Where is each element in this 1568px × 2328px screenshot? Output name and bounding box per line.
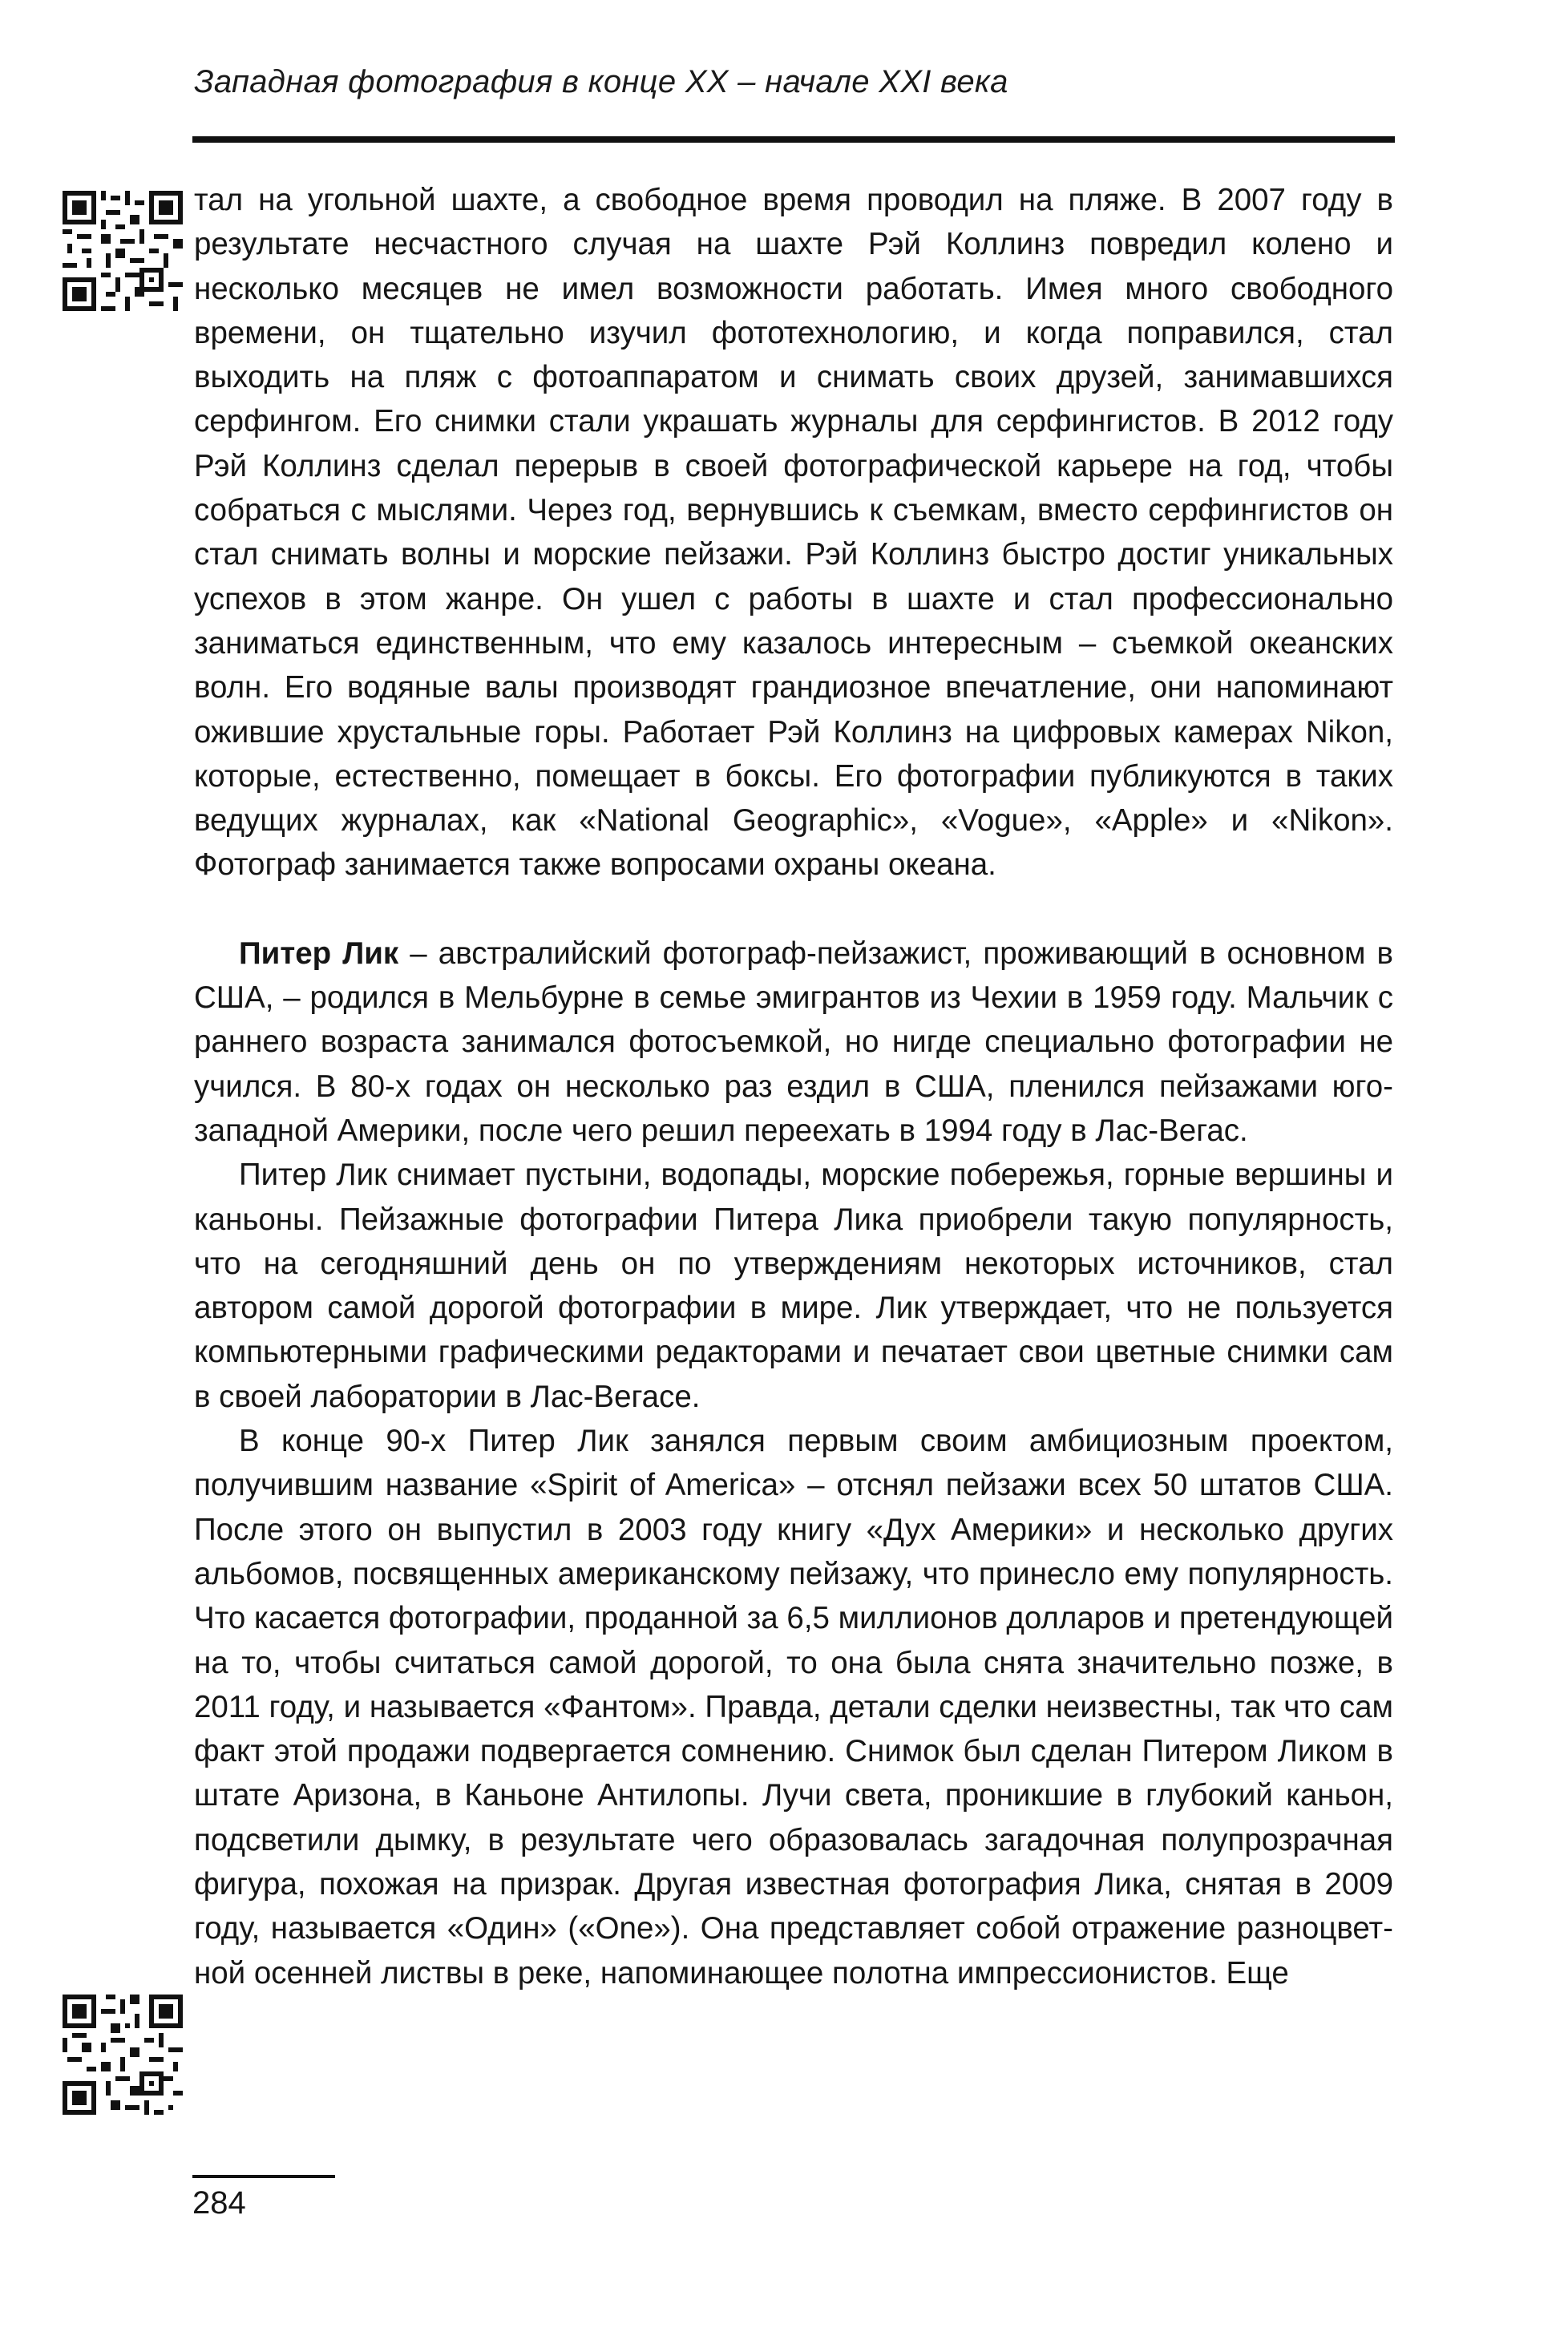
qr-code-icon[interactable] bbox=[63, 1995, 183, 2115]
paragraph-peter-lik-subjects: Питер Лик снимает пустыни, водопады, морские побережья, горные вершины и каньоны. Пейзажные фотографии Питера Лика приобрели такую популярность, что на сегодняшний день он по утверждениям некоторых источников, стал автором самой дорогой фотографии в мире. Лик утверждает, что не пользуется компьютерными графическими редакторами и печатает свои цветные снимки сам в своей лаборатории в Лас-Вегасе. bbox=[194, 1158, 1393, 1414]
paragraph-peter-lik-projects: В конце 90-х Питер Лик занялся первым своим амбициозным проектом, получившим название «Spirit of America» – отснял пейзажи всех 50 штатов США. После этого он выпустил в 2003 году книгу «Дух Америки» и несколько других альбомов, посвященных американскому пейзажу, что принесло ему популярность. Что касается фотографии, проданной за 6,5 миллионов долларов и претендующей на то, чтобы считаться самой дорогой, то она была снята значительно позже, в 2011 году, и называется «Фантом». Правда, детали сделки неизвестны, так что сам факт этой продажи подвергается сомнению. Снимок был сделан Питером Ликом в штате Аризона, в Каньоне Антилопы. Лучи света, проникшие в глубокий каньон, подсветили дымку, в результате чего образовалась загадочная полупрозрачная фигура, похожая на призрак. Другая известная фотография Лика, снятая в 2009 году, называется «Один» («One»). Она представляет собой отражение разноцветной осенней листвы в реке, напоминающее полотна импрессионистов. Еще bbox=[194, 1424, 1393, 1991]
paragraph-ray-collins-continued: тал на угольной шахте, а свободное время проводил на пляже. В 2007 году в результате несчастного случая на шахте Рэй Коллинз повредил колено и несколько месяцев не имел возможности работать. Имея много свободного времени, он тщательно изучил фототехнологию, и когда поправился, стал выходить на пляж с фотоаппаратом и снимать своих друзей, занимавшихся серфингом. Его снимки стали украшать журналы для серфингистов. В 2012 году Рэй Коллинз сделал перерыв в своей фотографической карьере на год, чтобы собраться с мыслями. Через год, вернувшись к съемкам, вместо серфингистов он стал снимать волны и морские пейзажи. Рэй Коллинз быстро достиг уникальных успехов в этом жанре. Он ушел с работы в шахте и стал профессионально заниматься единственным, что ему казалось интересным – съемкой океанских волн. Его водяные валы производят грандиозное впечатление, они напоминают ожившие хрустальные горы. Работает Рэй Коллинз на цифровых камерах Nikon, которые, естественно, помещает в боксы. Его фотографии публикуются в таких ведущих журналах, как «National Geographic», «Vogue», «Apple» и «Nikon». Фотограф занимается также вопросами охраны океана. bbox=[194, 183, 1393, 883]
person-name-peter-lik: Питер Лик bbox=[239, 936, 399, 971]
footer-rule bbox=[192, 2175, 335, 2178]
header-rule bbox=[192, 136, 1395, 143]
qr-code-icon[interactable] bbox=[63, 191, 183, 311]
page-number: 284 bbox=[192, 2185, 246, 2221]
main-text bbox=[194, 178, 1393, 1995]
paragraph-peter-lik-intro-text: – австралийский фотограф-пейзажист, проживающий в основном в США, – родился в Мельбурне в семье эмигрантов из Чехии в 1959 году. Мальчик с раннего возраста занимался фотосъемкой, но нигде специально фотографии не учился. В 80-х годах он несколько раз ездил в США, пленился пейзажами юго-западной Америки, после чего решил переехать в 1994 году в Лас-Вегас. bbox=[194, 936, 1393, 1148]
paragraph-peter-lik-intro bbox=[194, 932, 1393, 1153]
running-header: Западная фотография в конце XX – начале XXI века bbox=[194, 64, 1008, 99]
